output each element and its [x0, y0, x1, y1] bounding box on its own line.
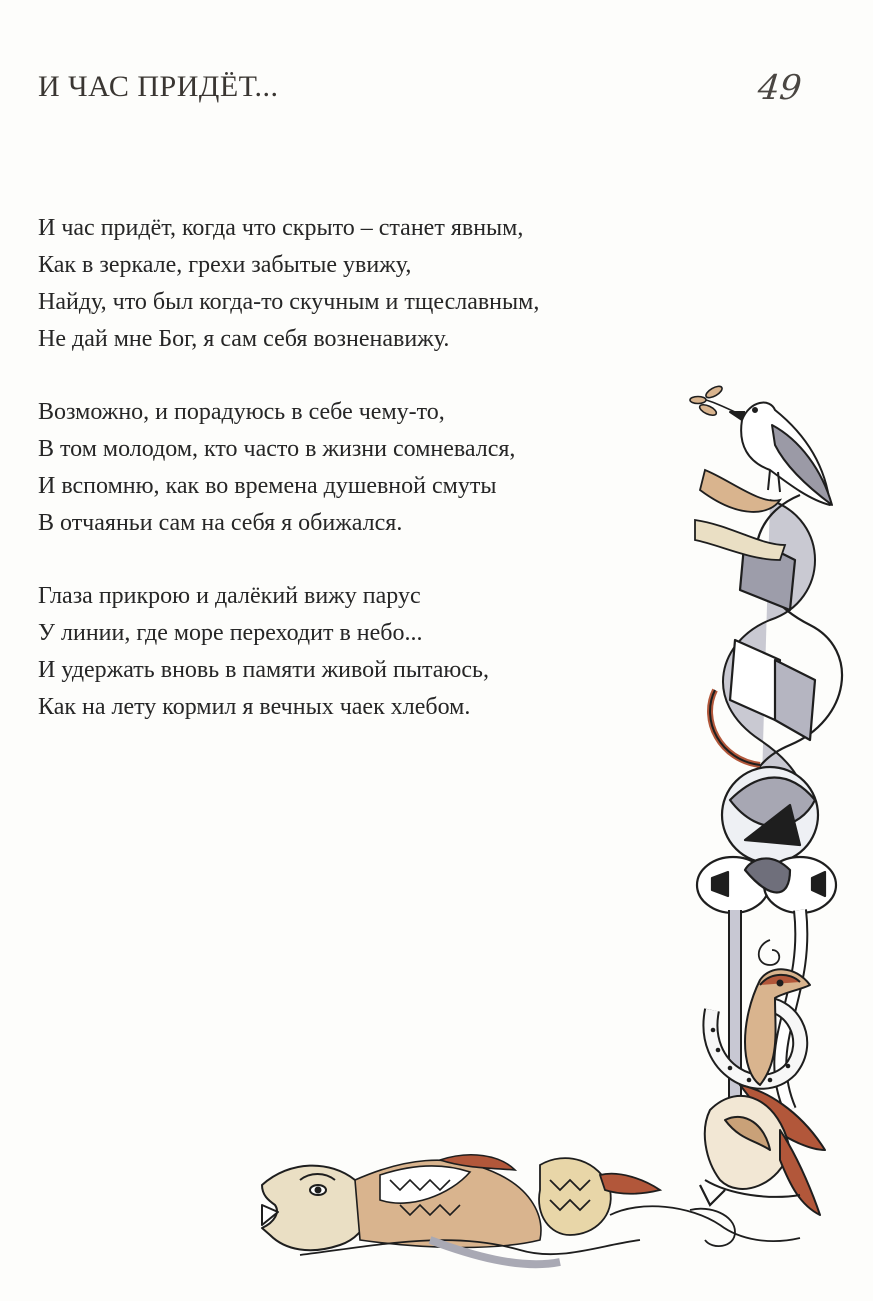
poem-line: И удержать вновь в памяти живой пытаюсь, [38, 657, 489, 683]
page-number: 49 [755, 68, 804, 108]
interlace-column [697, 495, 842, 1180]
poem-line: Как в зеркале, грехи забытые увижу, [38, 252, 412, 278]
poem-line: В отчаяньи сам на себя я обижался. [38, 510, 403, 536]
poem-line: И вспомню, как во времена душевной смуты [38, 473, 497, 499]
dove-icon [730, 403, 832, 505]
page-title: И ЧАС ПРИДЁТ... [38, 70, 279, 103]
poem-line: Не дай мне Бог, я сам себя возненавижу. [38, 326, 450, 352]
poem-line: Возможно, и порадуюсь в себе чему-то, [38, 399, 445, 425]
eagle-icon [705, 969, 825, 1215]
fish-head-icon [262, 1166, 369, 1251]
poem-line: Глаза прикрою и далёкий вижу парус [38, 583, 421, 609]
poem-line: В том молодом, кто часто в жизни сомневался, [38, 436, 516, 462]
shell-icon [539, 1158, 660, 1235]
olive-branch-icon [690, 384, 735, 417]
poem-line: Найду, что был когда-то скучным и тщеславным, [38, 289, 540, 315]
fish-body-icon [355, 1155, 541, 1248]
poem-line: Как на лету кормил я вечных чаек хлебом. [38, 694, 471, 720]
poem-line: У линии, где море переходит в небо... [38, 620, 423, 646]
poem-line: И час придёт, когда что скрыто – станет явным, [38, 215, 524, 241]
